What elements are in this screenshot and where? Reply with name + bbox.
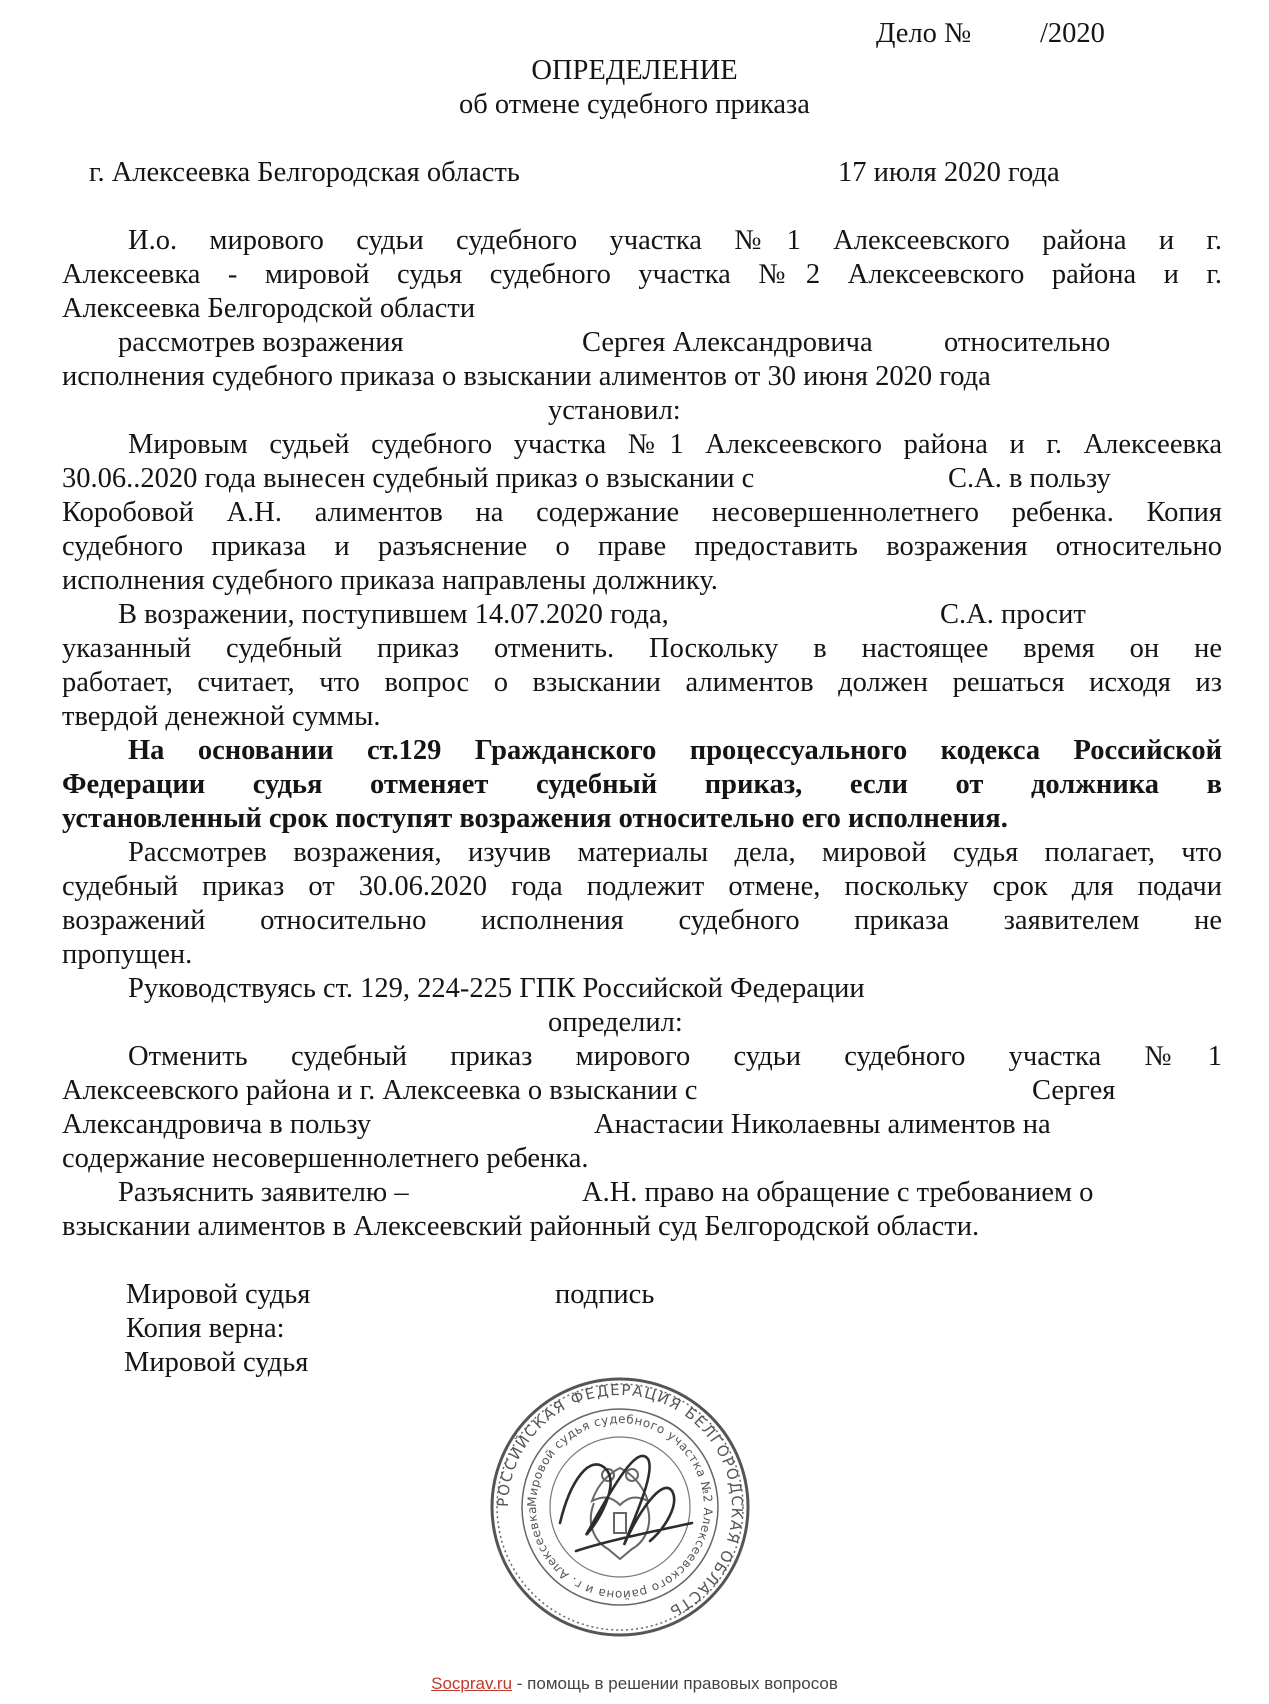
- case-number-suffix: /2020: [1040, 18, 1105, 49]
- date-text: 17 июля 2020 года: [838, 157, 1060, 188]
- body-line: С.А. просит: [940, 599, 1086, 630]
- body-line: С.А. в пользу: [948, 463, 1111, 494]
- body-line: указанный судебный приказ отменить. Поскольку в настоящее время он не: [62, 633, 1222, 664]
- body-line: твердой денежной суммы.: [62, 701, 381, 732]
- document-title: ОПРЕДЕЛЕНИЕ: [531, 55, 738, 86]
- body-line: судебного приказа и разъяснение о праве предоставить возражения относительно: [62, 531, 1222, 562]
- body-line-bold: Федерации судья отменяет судебный приказ, если от должника в: [62, 769, 1222, 800]
- body-line-bold: установленный срок поступят возражения относительно его исполнения.: [62, 803, 1008, 834]
- body-line: исполнения судебного приказа о взыскании алиментов от 30 июня 2020 года: [62, 361, 991, 392]
- body-line: Алексеевка Белгородской области: [62, 293, 476, 324]
- body-line: рассмотрев возражения: [118, 327, 404, 358]
- body-line: А.Н. право на обращение с требованием о: [582, 1177, 1094, 1208]
- body-line: возражений относительно исполнения судебного приказа заявителем не: [62, 905, 1222, 936]
- section-heading-established: установил:: [548, 395, 681, 426]
- body-line-bold: На основании ст.129 Гражданского процессуального кодекса Российской: [128, 735, 1222, 766]
- body-line: Алексеевского района и г. Алексеевка о взыскании с: [62, 1075, 698, 1106]
- copy-verified-label: Копия верна:: [126, 1313, 285, 1344]
- body-line: Коробовой А.Н. алиментов на содержание несовершеннолетнего ребенка. Копия: [62, 497, 1222, 528]
- seal-outer-text: РОССИЙСКАЯ ФЕДЕРАЦИЯ БЕЛГОРОДСКАЯ ОБЛАСТЬ: [493, 1380, 747, 1621]
- body-line: пропущен.: [62, 939, 193, 970]
- body-line: Сергея: [1032, 1075, 1116, 1106]
- footer-brand-link[interactable]: Socprav.ru: [431, 1674, 513, 1693]
- seal-inner-text: Мировой судья судебного участка №2 Алексеевского района и г. Алексеевка: [524, 1411, 716, 1603]
- signature-label: подпись: [555, 1279, 655, 1310]
- body-line: взыскании алиментов в Алексеевский районный суд Белгородской области.: [62, 1211, 980, 1242]
- judge-label-2: Мировой судья: [124, 1347, 309, 1378]
- section-heading-decided: определил:: [548, 1007, 683, 1038]
- body-line: Сергея Александровича: [582, 327, 873, 358]
- body-line: Анастасии Николаевны алиментов на: [594, 1109, 1051, 1140]
- court-seal-icon: [486, 1373, 754, 1641]
- body-line: В возражении, поступившем 14.07.2020 года,: [118, 599, 669, 630]
- body-line: 30.06..2020 года вынесен судебный приказ о взыскании с: [62, 463, 755, 494]
- footer-watermark: [0, 1674, 1269, 1694]
- footer-tagline: - помощь в решении правовых вопросов: [512, 1674, 838, 1693]
- body-line: судебный приказ от 30.06.2020 года подлежит отмене, поскольку срок для подачи: [62, 871, 1222, 902]
- body-line: содержание несовершеннолетнего ребенка.: [62, 1143, 589, 1174]
- body-line: Разъяснить заявителю –: [118, 1177, 409, 1208]
- body-line: Мировым судьей судебного участка №1 Алексеевского района и г. Алексеевка: [128, 429, 1222, 460]
- body-line: Руководствуясь ст. 129, 224-225 ГПК Российской Федерации: [128, 973, 865, 1004]
- body-line: работает, считает, что вопрос о взыскании алиментов должен решаться исходя из: [62, 667, 1222, 698]
- body-line: исполнения судебного приказа направлены должнику.: [62, 565, 718, 596]
- body-line: Отменить судебный приказ мирового судьи судебного участка №1: [128, 1041, 1222, 1072]
- judge-label: Мировой судья: [126, 1279, 311, 1310]
- case-number-label: Дело №: [876, 18, 972, 49]
- document-subtitle: об отмене судебного приказа: [459, 89, 810, 120]
- body-line: Алексеевка - мировой судья судебного участка №2 Алексеевского района и г.: [62, 259, 1222, 290]
- body-line: И.о. мирового судьи судебного участка №1 Алексеевского района и г.: [128, 225, 1222, 256]
- body-line: Александровича в пользу: [62, 1109, 372, 1140]
- body-line: Рассмотрев возражения, изучив материалы дела, мировой судья полагает, что: [128, 837, 1222, 868]
- place-text: г. Алексеевка Белгородская область: [89, 157, 520, 188]
- body-line: относительно: [944, 327, 1111, 358]
